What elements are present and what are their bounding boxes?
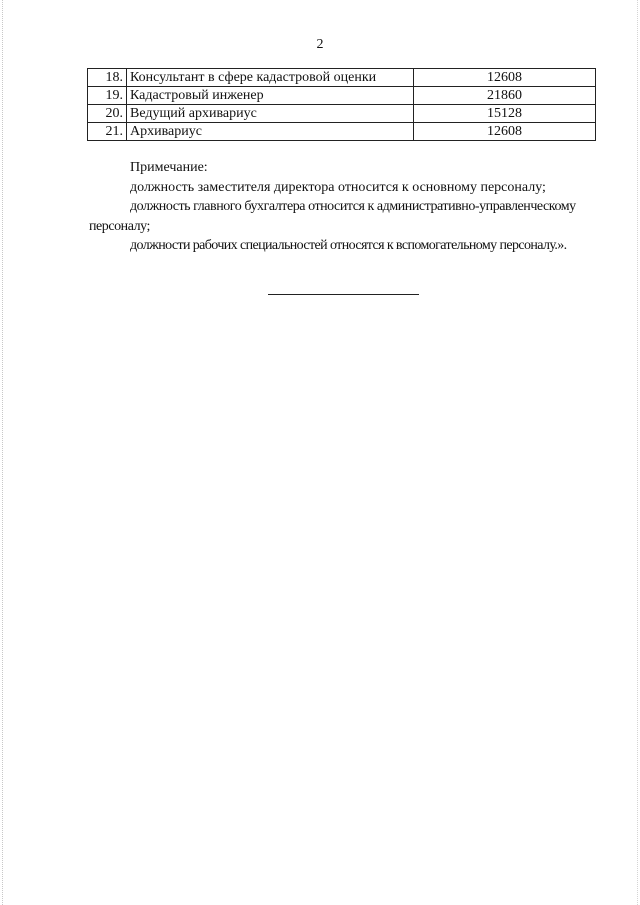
end-of-document-rule — [268, 294, 419, 295]
row-number: 21. — [88, 123, 127, 141]
salary-value: 15128 — [414, 105, 596, 123]
note-heading: Примечание: — [130, 160, 208, 175]
position-name: Ведущий архивариус — [127, 105, 414, 123]
table-row — [88, 69, 596, 87]
salary-value: 21860 — [414, 87, 596, 105]
table-row — [88, 123, 596, 141]
scan-edge-right — [637, 0, 638, 905]
row-number: 18. — [88, 69, 127, 87]
table-row — [88, 87, 596, 105]
page-number: 2 — [316, 37, 324, 52]
row-number: 20. — [88, 105, 127, 123]
position-name: Архивариус — [127, 123, 414, 141]
table-row — [88, 105, 596, 123]
scan-edge-left — [2, 0, 3, 905]
salary-value: 12608 — [414, 69, 596, 87]
note-line-deputy-director: должность заместителя директора относится к основному персоналу; — [130, 179, 546, 195]
salary-value: 12608 — [414, 123, 596, 141]
note-block — [89, 158, 609, 256]
note-line-workers: должности рабочих специальностей относятся к вспомогательному персоналу.». — [130, 238, 567, 253]
row-number: 19. — [88, 87, 127, 105]
note-line-chief-accountant: должность главного бухгалтера относится к административно-управленческому персоналу; — [89, 199, 576, 234]
position-name: Консультант в сфере кадастровой оценки — [127, 69, 414, 87]
positions-table — [87, 68, 596, 141]
position-name: Кадастровый инженер — [127, 87, 414, 105]
